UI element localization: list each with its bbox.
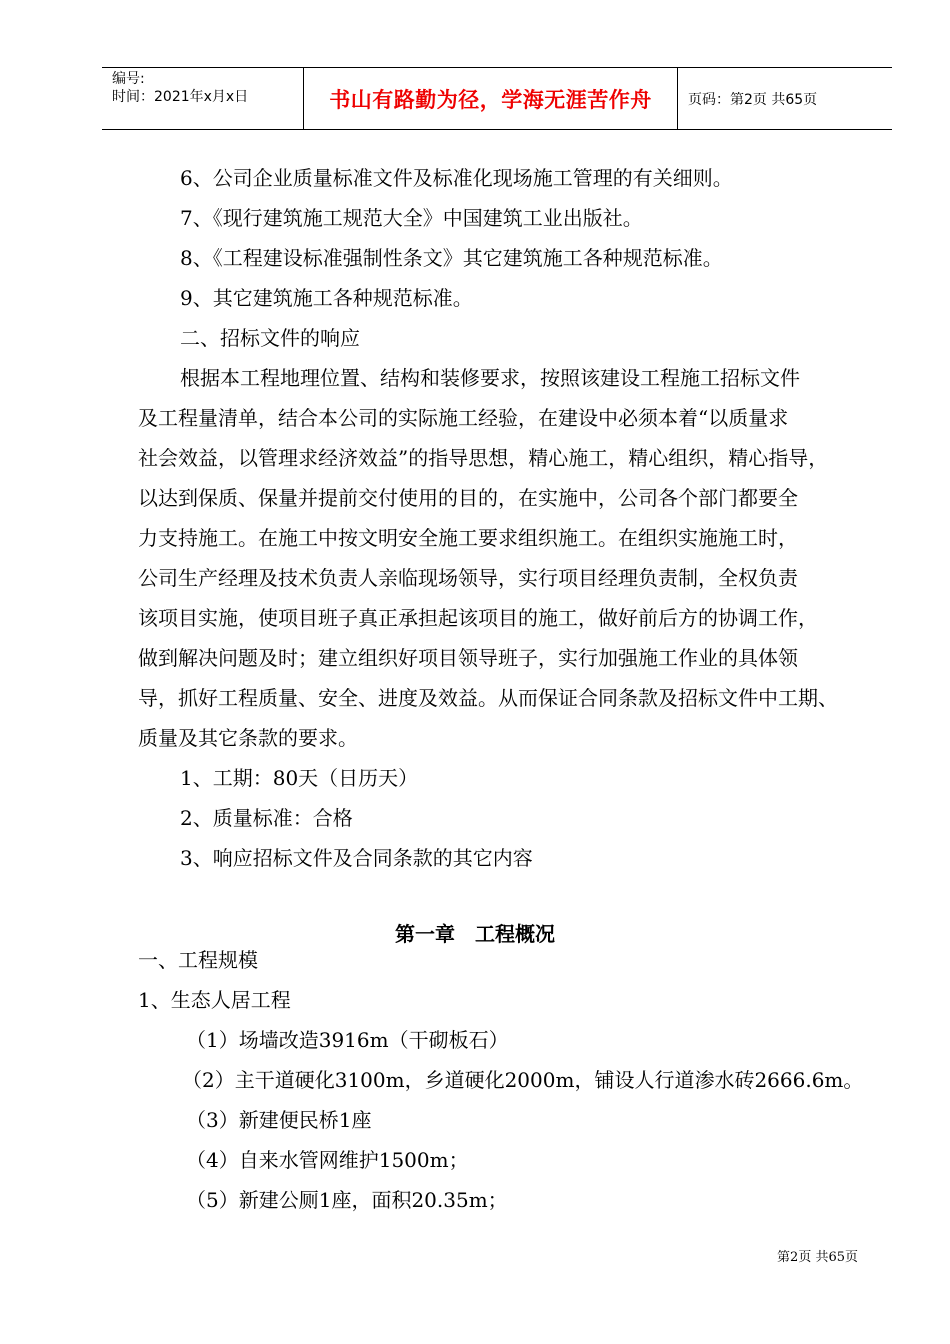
- paragraph-line: 根据本工程地理位置、结构和装修要求，按照该建设工程施工招标文件: [180, 366, 800, 390]
- header-meta-cell: [102, 68, 304, 129]
- scale-item-4: （4）自来水管网维护1500m；: [186, 1148, 469, 1172]
- page-footer: 第2页 共65页: [777, 1250, 858, 1265]
- project-scale-section: [138, 940, 878, 1220]
- paragraph-line: 该项目实施，使项目班子真正承担起该项目的施工，做好前后方的协调工作，: [138, 606, 818, 630]
- paragraph-line: 导，抓好工程质量、安全、进度及效益。从而保证合同条款及招标文件中工期、: [138, 686, 838, 710]
- response-item-duration: 1、工期：80天（日历天）: [180, 766, 419, 790]
- sub-heading-eco-living: 1、生态人居工程: [138, 988, 291, 1012]
- scale-item-5: （5）新建公厕1座，面积20.35m；: [186, 1188, 508, 1212]
- scale-item-2: （2）主干道硬化3100m，乡道硬化2000m，铺设人行道渗水砖2666.6m。: [182, 1068, 864, 1092]
- reference-item-9: 9、其它建筑施工各种规范标准。: [180, 286, 473, 310]
- chapter-title: 第一章 工程概况: [395, 922, 555, 946]
- document-number-label: 编号:: [112, 71, 145, 87]
- paragraph-line: 力支持施工。在施工中按文明安全施工要求组织施工。在组织实施施工时，: [138, 526, 798, 550]
- reference-item-7: 7、《现行建筑施工规范大全》中国建筑工业出版社。: [180, 206, 643, 230]
- scale-item-1: （1）场墙改造3916m（干砌板石）: [186, 1028, 509, 1052]
- header-motto-cell: [304, 68, 678, 129]
- paragraph-line: 以达到保质、保量并提前交付使用的目的，在实施中，公司各个部门都要全: [138, 486, 798, 510]
- header-motto: 书山有路勤为径，学海无涯苦作舟: [329, 87, 652, 112]
- paragraph-line: 公司生产经理及技术负责人亲临现场领导，实行项目经理负责制，全权负责: [138, 566, 798, 590]
- response-item-quality: 2、质量标准：合格: [180, 806, 353, 830]
- reference-item-6: 6、公司企业质量标准文件及标准化现场施工管理的有关细则。: [180, 166, 733, 190]
- header-page-cell: [678, 68, 892, 129]
- paragraph-line: 做到解决问题及时；建立组织好项目领导班子，实行加强施工作业的具体领: [138, 646, 798, 670]
- paragraph-line: 质量及其它条款的要求。: [138, 726, 358, 750]
- reference-item-8: 8、《工程建设标准强制性条文》其它建筑施工各种规范标准。: [180, 246, 723, 270]
- scale-item-3: （3）新建便民桥1座: [186, 1108, 372, 1132]
- section-heading-tender-response: 二、招标文件的响应: [180, 326, 360, 350]
- header-page-info: 页码：第2页 共65页: [688, 91, 818, 108]
- paragraph-line: 及工程量清单，结合本公司的实际施工经验，在建设中必须本着“以质量求: [138, 406, 789, 430]
- document-time-label: 时间：2021年x月x日: [112, 89, 249, 105]
- document-body: [138, 158, 876, 878]
- page-header: [102, 67, 892, 130]
- response-item-other: 3、响应招标文件及合同条款的其它内容: [180, 846, 533, 870]
- paragraph-line: 社会效益，以管理求经济效益”的指导思想，精心施工，精心组织，精心指导，: [138, 446, 829, 470]
- section-heading-project-scale: 一、工程规模: [138, 948, 258, 972]
